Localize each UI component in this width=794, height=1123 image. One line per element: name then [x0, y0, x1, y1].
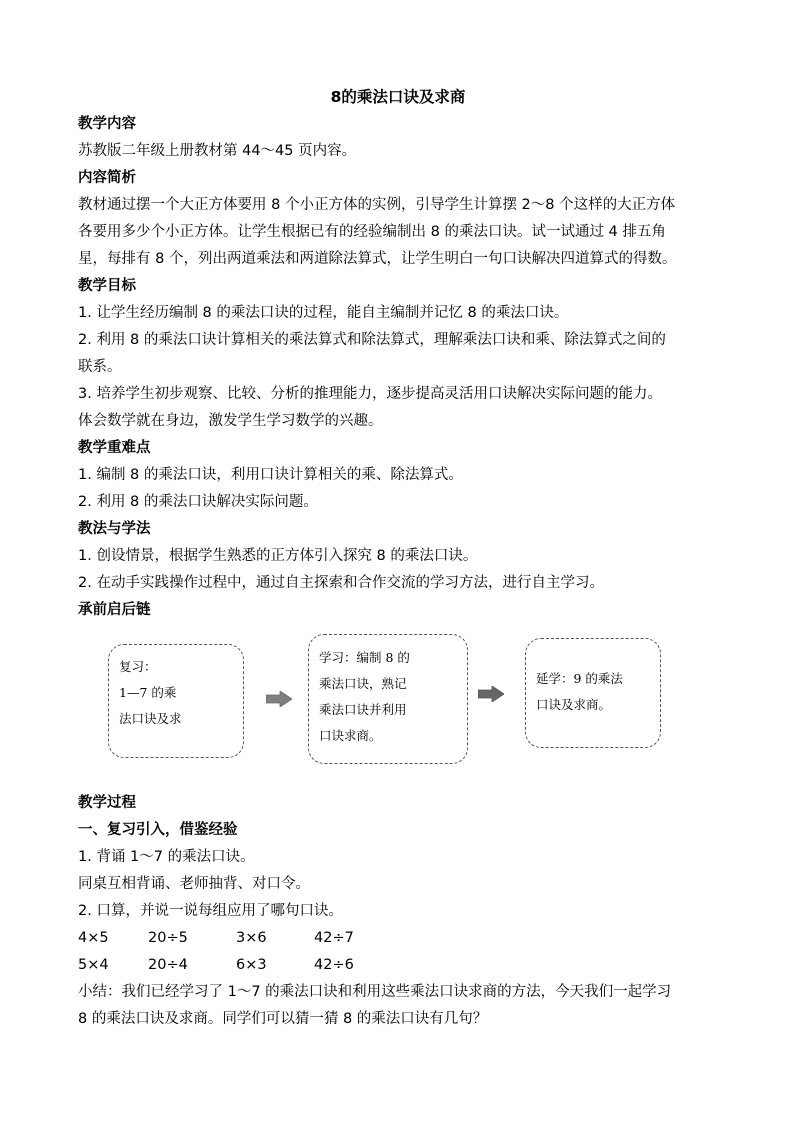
brief-line: 各要用多少个小正方体。让学生根据已有的经验编制出 8 的乘法口诀。试一试通过 4 排五角: [78, 224, 666, 240]
content-text: 苏教版二年级上册教材第 44～45 页内容。: [78, 143, 357, 159]
calc-item: 20÷5: [148, 930, 188, 946]
flow-box-learn-line: 乘法口诀，熟记: [319, 676, 407, 691]
calc-item: 6×3: [236, 957, 267, 973]
section-heading-content: 教学内容: [78, 116, 136, 132]
process-line: 2. 口算，并说一说每组应用了哪句口诀。: [78, 903, 343, 919]
subsection-heading-review: 一、复习引入，借鉴经验: [78, 822, 238, 838]
flow-box-review-line: 法口诀及求: [119, 711, 182, 726]
flow-box-review: [108, 644, 244, 758]
flow-box-extend-line: 口诀及求商。: [536, 697, 612, 712]
summary-line: 8 的乘法口诀及求商。同学们可以猜一猜 8 的乘法口诀有几句？: [78, 1011, 488, 1027]
flow-box-learn: [308, 634, 468, 764]
section-heading-brief: 内容简析: [78, 170, 136, 186]
flow-box-extend-line: 延学：9 的乘法: [536, 671, 623, 686]
goal-line: 2. 利用 8 的乘法口诀计算相关的乘法算式和除法算式，理解乘法口诀和乘、除法算式之间的: [78, 332, 666, 348]
learning-chain-diagram: [78, 624, 718, 790]
goal-line: 联系。: [78, 359, 122, 375]
calc-item: 42÷6: [314, 957, 354, 973]
summary-paragraph: [78, 979, 718, 1033]
method-line: 2. 在动手实践操作过程中，通过自主探索和合作交流的学习方法，进行自主学习。: [78, 575, 604, 591]
right-arrow-icon: [266, 691, 292, 707]
section-heading-goals: 教学目标: [78, 278, 136, 294]
method-line: 1. 创设情景，根据学生熟悉的正方体引入探究 8 的乘法口诀。: [78, 548, 478, 564]
flow-box-extend: [525, 638, 661, 748]
key-point-line: 1. 编制 8 的乘法口诀，利用口诀计算相关的乘、除法算式。: [78, 467, 463, 483]
calc-item: 3×6: [236, 930, 267, 946]
key-points-list: [78, 462, 718, 516]
flow-box-review-line: 1—7 的乘: [119, 685, 177, 700]
goals-list: [78, 300, 718, 435]
section-heading-methods: 教法与学法: [78, 521, 151, 537]
section-heading-chain: 承前启后链: [78, 602, 151, 618]
calc-item: 5×4: [78, 957, 109, 973]
calc-row: [78, 925, 718, 952]
flow-box-learn-line: 口诀求商。: [319, 728, 382, 743]
methods-list: [78, 543, 718, 597]
calc-item: 4×5: [78, 930, 109, 946]
key-point-line: 2. 利用 8 的乘法口诀解决实际问题。: [78, 494, 318, 510]
process-line: 同桌互相背诵、老师抽背、对口令。: [78, 876, 310, 892]
brief-paragraph: [78, 192, 718, 273]
brief-line: 教材通过摆一个大正方体要用 8 个小正方体的实例，引导学生计算摆 2～8 个这样的大正方体: [78, 197, 676, 213]
brief-line: 星，每排有 8 个，列出两道乘法和两道除法算式，让学生明白一句口诀解决四道算式的得数。: [78, 251, 677, 267]
section-heading-process: 教学过程: [78, 795, 136, 811]
goal-line: 3. 培养学生初步观察、比较、分析的推理能力，逐步提高灵活用口诀解决实际问题的能力。: [78, 386, 662, 402]
calc-item: 20÷4: [148, 957, 188, 973]
calc-row: [78, 952, 718, 979]
goal-line: 1. 让学生经历编制 8 的乘法口诀的过程，能自主编制并记忆 8 的乘法口诀。: [78, 305, 569, 321]
flow-box-learn-line: 乘法口诀并利用: [319, 702, 407, 717]
page-title: 8的乘法口诀及求商: [330, 88, 466, 106]
summary-line: 小结：我们已经学习了 1～7 的乘法口诀和利用这些乘法口诀求商的方法，今天我们一起学习: [78, 984, 672, 1000]
document-page: [78, 84, 718, 1033]
flow-box-review-line: 复习：: [119, 659, 157, 674]
process-line: 1. 背诵 1～7 的乘法口诀。: [78, 849, 255, 865]
flow-box-learn-line: 学习：编制 8 的: [319, 650, 410, 665]
calc-item: 42÷7: [314, 930, 354, 946]
right-arrow-icon: [478, 686, 504, 702]
section-heading-key-points: 教学重难点: [78, 440, 151, 456]
goal-line: 体会数学就在身边，激发学生学习数学的兴趣。: [78, 413, 383, 429]
